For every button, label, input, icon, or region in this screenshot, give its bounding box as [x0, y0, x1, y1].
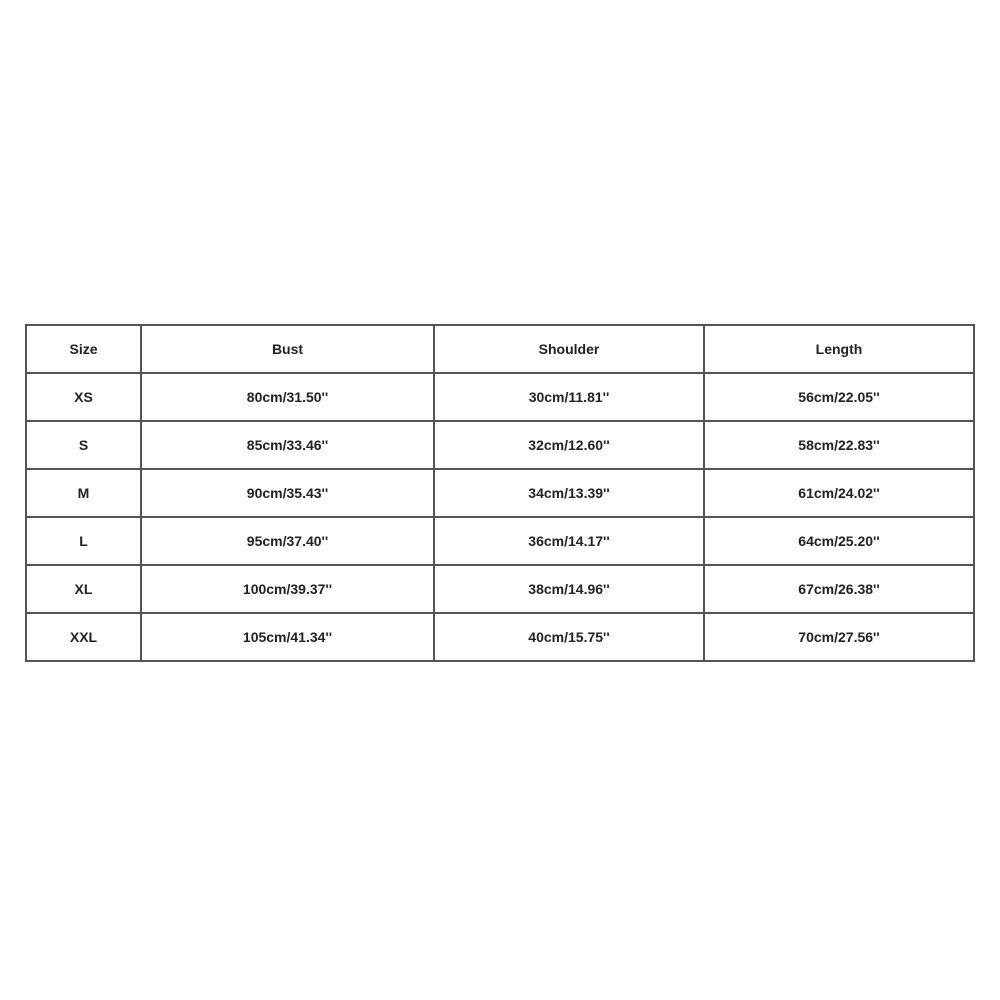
- table-row: [26, 565, 974, 613]
- cell-length: 70cm/27.56'': [704, 613, 974, 661]
- cell-length: 56cm/22.05'': [704, 373, 974, 421]
- cell-shoulder: 30cm/11.81'': [434, 373, 704, 421]
- table-row: [26, 469, 974, 517]
- cell-shoulder: 34cm/13.39'': [434, 469, 704, 517]
- cell-shoulder: 38cm/14.96'': [434, 565, 704, 613]
- cell-size: S: [26, 421, 141, 469]
- table-row: [26, 421, 974, 469]
- cell-size: L: [26, 517, 141, 565]
- table-row: [26, 613, 974, 661]
- cell-shoulder: 32cm/12.60'': [434, 421, 704, 469]
- cell-size: M: [26, 469, 141, 517]
- cell-bust: 80cm/31.50'': [141, 373, 434, 421]
- cell-bust: 100cm/39.37'': [141, 565, 434, 613]
- header-size: Size: [26, 325, 141, 373]
- header-length: Length: [704, 325, 974, 373]
- table-row: [26, 373, 974, 421]
- table-row: [26, 517, 974, 565]
- header-shoulder: Shoulder: [434, 325, 704, 373]
- cell-length: 64cm/25.20'': [704, 517, 974, 565]
- cell-bust: 105cm/41.34'': [141, 613, 434, 661]
- header-bust: Bust: [141, 325, 434, 373]
- cell-length: 58cm/22.83'': [704, 421, 974, 469]
- cell-size: XS: [26, 373, 141, 421]
- cell-shoulder: 40cm/15.75'': [434, 613, 704, 661]
- cell-length: 61cm/24.02'': [704, 469, 974, 517]
- cell-bust: 90cm/35.43'': [141, 469, 434, 517]
- table-header-row: [26, 325, 974, 373]
- cell-bust: 95cm/37.40'': [141, 517, 434, 565]
- cell-bust: 85cm/33.46'': [141, 421, 434, 469]
- size-chart-table: [25, 324, 975, 662]
- cell-length: 67cm/26.38'': [704, 565, 974, 613]
- cell-size: XL: [26, 565, 141, 613]
- cell-shoulder: 36cm/14.17'': [434, 517, 704, 565]
- cell-size: XXL: [26, 613, 141, 661]
